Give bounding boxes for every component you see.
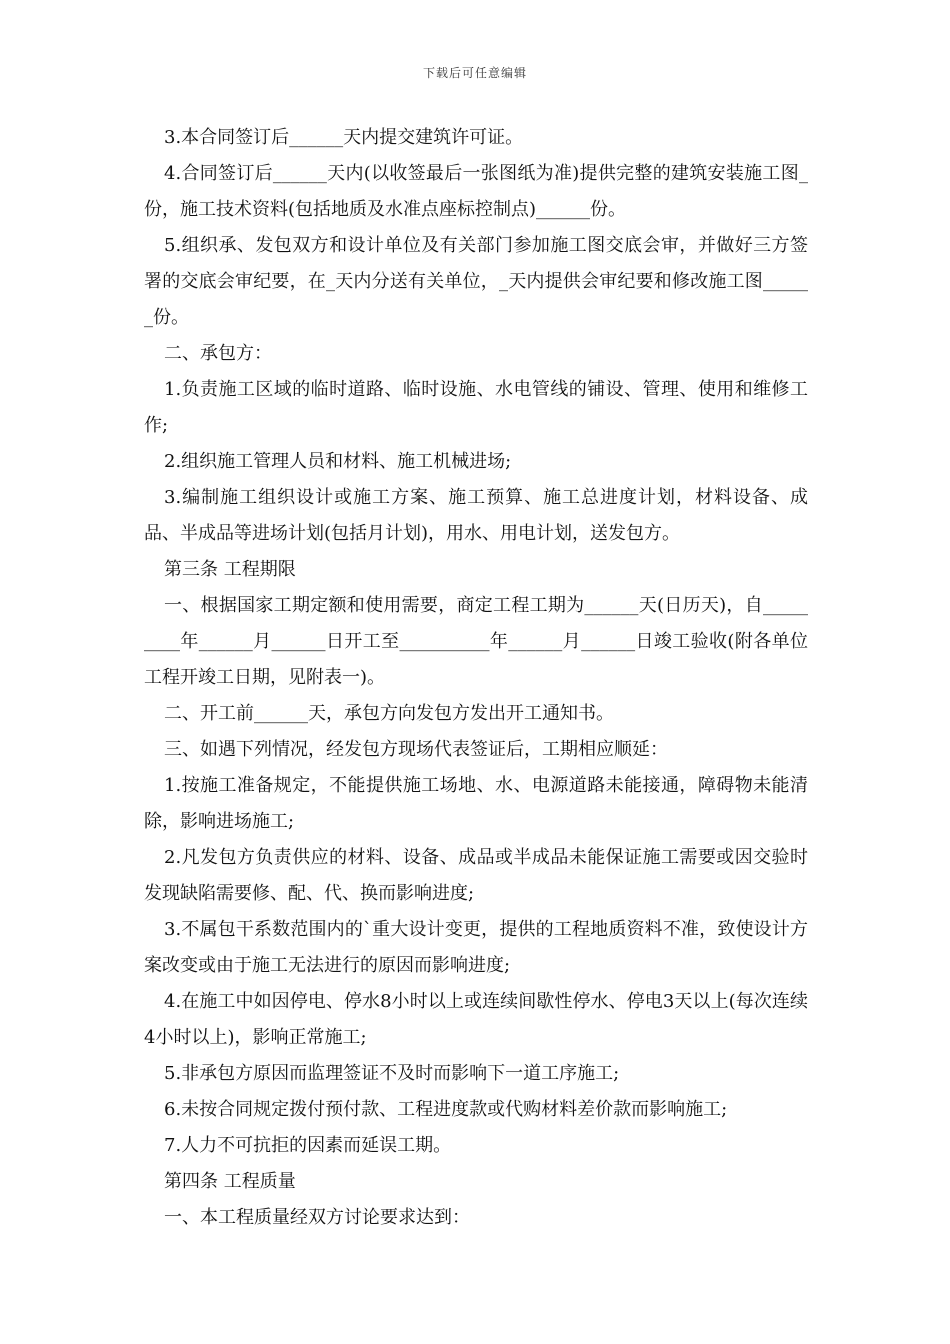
document-body — [144, 120, 808, 1236]
paragraph-condition-design-change: 3.不属包干系数范围内的`重大设计变更，提供的工程地质资料不准，致使设计方案改变或由于施工无法进行的原因而影响进度; — [144, 919, 808, 976]
paragraph-review: 5.组织承、发包双方和设计单位及有关部门参加施工图交底会审，并做好三方签署的交底会审纪要，在_天内分送有关单位，_天内提供会审纪要和修改施工图______份。 — [144, 235, 808, 328]
paragraph-temporary-facilities: 1.负责施工区域的临时道路、临时设施、水电管线的铺设、管理、使用和维修工作; — [144, 379, 808, 436]
page-header-note: 下载后可任意编辑 — [422, 66, 527, 80]
article-four-heading: 第四条 工程质量 — [164, 1171, 296, 1192]
paragraph-mobilization: 2.组织施工管理人员和材料、施工机械进场; — [164, 451, 512, 472]
paragraph-drawings: 4.合同签订后______天内(以收签最后一张图纸为准)提供完整的建筑安装施工图_份，施工技术资料(包括地质及水准点座标控制点)______份。 — [144, 163, 808, 220]
paragraph-condition-force-majeure: 7.人力不可抗拒的因素而延误工期。 — [164, 1135, 452, 1156]
paragraph-quality: 一、本工程质量经双方讨论要求达到： — [164, 1207, 470, 1228]
paragraph-permit: 3.本合同签订后______天内提交建筑许可证。 — [164, 127, 524, 148]
paragraph-condition-payment: 6.未按合同规定拨付预付款、工程进度款或代购材料差价款而影响施工; — [164, 1099, 728, 1120]
paragraph-condition-site: 1.按施工准备规定，不能提供施工场地、水、电源道路未能接通，障碍物未能清除，影响进场施工; — [144, 775, 808, 832]
paragraph-extension-conditions: 三、如遇下列情况，经发包方现场代表签证后，工期相应顺延： — [164, 739, 668, 760]
article-three-heading: 第三条 工程期限 — [164, 559, 296, 580]
paragraph-condition-supervision: 5.非承包方原因而监理签证不及时而影响下一道工序施工; — [164, 1063, 620, 1084]
paragraph-condition-outage: 4.在施工中如因停电、停水8小时以上或连续间歇性停水、停电3天以上(每次连续4小时以上)，影响正常施工; — [144, 991, 808, 1048]
paragraph-schedule: 一、根据国家工期定额和使用需要，商定工程工期为______天(日历天)，自_________年______月______日开工至__________年______月______日竣工验收(附各单位工程开竣工日期，见附表一)。 — [144, 595, 808, 688]
section-contractor-heading: 二、承包方： — [164, 343, 272, 364]
paragraph-start-notice: 二、开工前______天，承包方向发包方发出开工通知书。 — [164, 703, 614, 724]
paragraph-construction-plan: 3.编制施工组织设计或施工方案、施工预算、施工总进度计划，材料设备、成品、半成品等进场计划(包括月计划)，用水、用电计划，送发包方。 — [144, 487, 808, 544]
paragraph-condition-materials: 2.凡发包方负责供应的材料、设备、成品或半成品未能保证施工需要或因交验时发现缺陷需要修、配、代、换而影响进度; — [144, 847, 808, 904]
